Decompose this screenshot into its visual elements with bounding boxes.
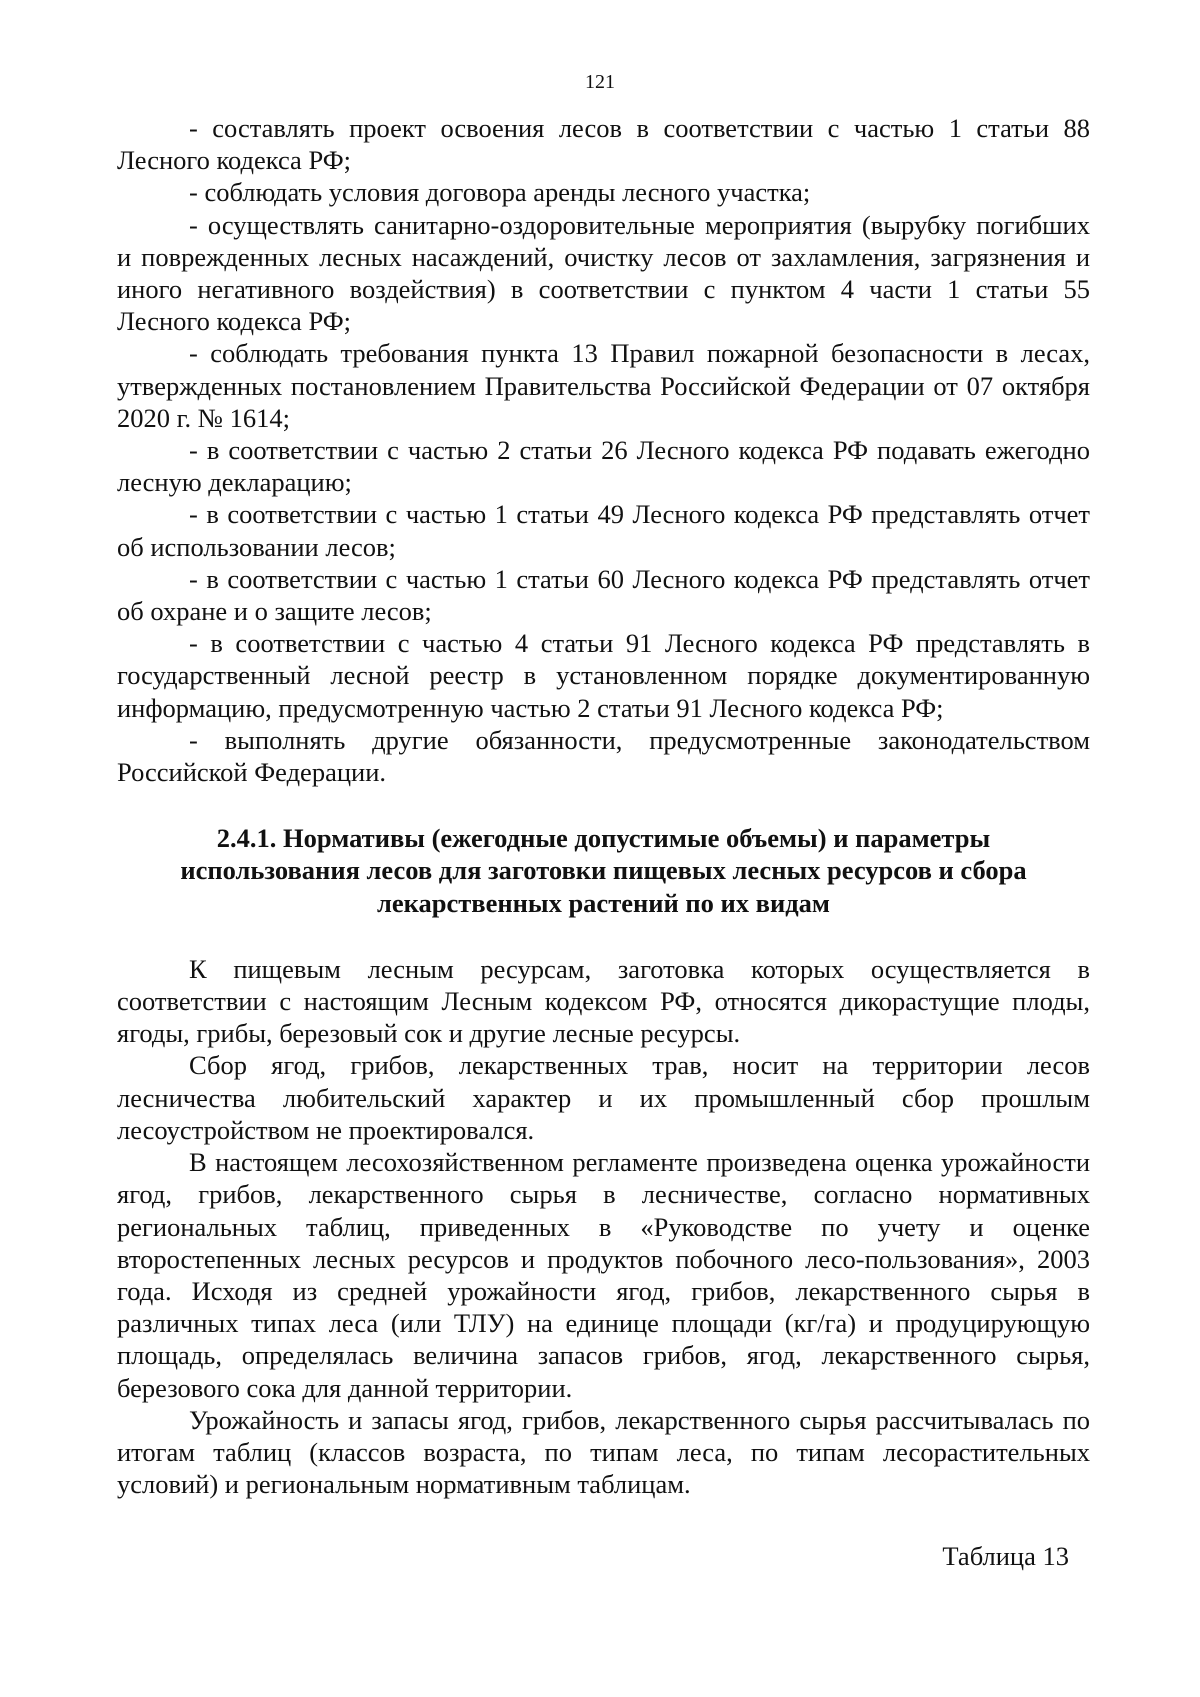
list-item: - соблюдать требования пункта 13 Правил пожарной безопасности в лесах, утвержденных постановлением Правительства Российской Федерации от 07 октября 2020 г. № 1614; — [117, 338, 1090, 433]
list-item: - выполнять другие обязанности, предусмотренные законодательством Российской Федерации. — [117, 724, 1090, 788]
list-item: - в соответствии с частью 2 статьи 26 Лесного кодекса РФ подавать ежегодно лесную декларацию; — [117, 435, 1090, 498]
body-paragraph: К пищевым лесным ресурсам, заготовка которых осуществляется в соответствии с настоящим Лесным кодексом РФ, относятся дикорастущие плоды, ягоды, грибы, березовый сок и другие лесные ресурсы. — [117, 953, 1090, 1049]
section-body — [117, 953, 1090, 1500]
body-paragraph: Урожайность и запасы ягод, грибов, лекарственного сырья рассчитывалась по итогам таблиц (классов возраста, по типам леса, по типам лесорастительных условий) и региональным нормативным таблицам. — [117, 1404, 1090, 1500]
table-caption: Таблица 13 — [942, 1541, 1069, 1571]
list-item: - осуществлять санитарно-оздоровительные мероприятия (вырубку погибших и поврежденных лесных насаждений, очистку лесов от захламления, загрязнения и иного негативного воздействия) в соответствии с пунктом 4 части 1 статьи 55 Лесного кодекса РФ; — [117, 209, 1090, 337]
list-item: - составлять проект освоения лесов в соответствии с частью 1 статьи 88 Лесного кодекса РФ; — [117, 113, 1090, 176]
body-paragraph: В настоящем лесохозяйственном регламенте произведена оценка урожайности ягод, грибов, лекарственного сырья в лесничестве, согласно нормативных региональных таблиц, приведенных в «Руководстве по учету и оценке второстепенных лесных ресурсов и продуктов побочного лесо-пользования», 2003 года. Исходя из средней урожайности ягод, грибов, лекарственного сырья в различных типах леса (или ТЛУ) на единице площади (кг/га) и продуцирующую площадь, определялась величина запасов грибов, ягод, лекарственного сырья, березового сока для данной территории. — [117, 1147, 1090, 1403]
list-item: - в соответствии с частью 1 статьи 49 Лесного кодекса РФ представлять отчет об использовании лесов; — [117, 499, 1090, 562]
obligations-list — [117, 112, 1090, 788]
list-item: - в соответствии с частью 4 статьи 91 Лесного кодекса РФ представлять в государственный лесной реестр в установленном порядке документированную информацию, предусмотренную частью 2 статьи 91 Лесного кодекса РФ; — [117, 628, 1090, 723]
section-heading-line: лекарственных растений по их видам — [377, 887, 830, 918]
list-item: - соблюдать условия договора аренды лесного участка; — [189, 177, 811, 208]
section-heading — [117, 822, 1090, 919]
body-paragraph: Сбор ягод, грибов, лекарственных трав, носит на территории лесов лесничества любительский характер и их промышленный сбор прошлым лесоустройством не проектировался. — [117, 1050, 1090, 1145]
page-content — [117, 112, 1090, 1500]
section-heading-line: 2.4.1. Нормативы (ежегодные допустимые объемы) и параметры — [216, 823, 991, 854]
list-item: - в соответствии с частью 1 статьи 60 Лесного кодекса РФ представлять отчет об охране и о защите лесов; — [117, 563, 1090, 627]
section-heading-line: использования лесов для заготовки пищевых лесных ресурсов и сбора — [180, 855, 1027, 886]
page-number: 121 — [585, 71, 615, 93]
